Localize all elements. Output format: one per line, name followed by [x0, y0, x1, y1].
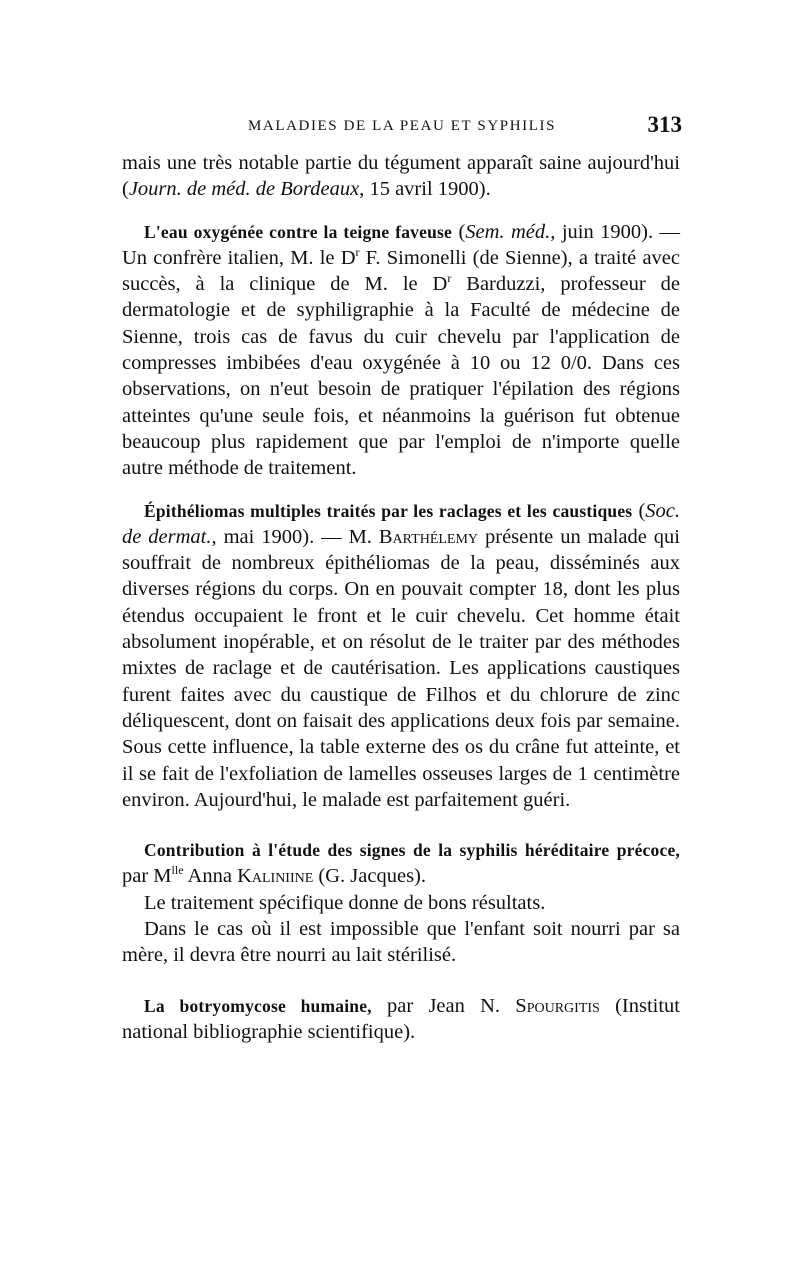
article-hereditary-syphilis: Contribution à l'étude des signes de la syphilis héréditaire précoce, par $M^{lle}$ Anna Kaliniine (G. Jacques). [122, 840, 680, 888]
running-head [122, 112, 682, 142]
article-heading: La botryomycose humaine, [144, 995, 372, 1016]
article-epitheliomas: Épithéliomas multiples traités par les raclages et les caustiques (Soc. de dermat., mai 1900). — M. Barthélemy présente un malade qui souffrait de nombreux épithéliomas de la peau, disséminés aux diverses régions du corps. On en pouvait compter 18, dont les plus étendus occupaient le front et le cuir chevelu. Cet homme était absolument inopérable, et on résolut de le traiter par des méthodes mixtes de raclage et de cautérisation. Les applications caustiques furent faites avec du caustique de Filhos et du chlorure de zinc déliquescent, dont on faisait des applications deux fois par semaine. Sous cette influence, la table externe des os du crâne fut atteinte, et il se fait de l'exfoliation de lamelles osseuses larges de 1 centimètre environ. Aujourd'hui, le malade est parfaitement guéri. [122, 499, 681, 811]
source-journal: Sem. méd. [465, 220, 551, 243]
paragraph-continuation: mais une très notable partie du tégument apparaît saine aujourd'hui (Journ. de méd. de Bordeaux, 15 avril 1900). [122, 152, 680, 201]
article-heading: Contribution à l'étude des signes de la syphilis héréditaire précoce, [144, 840, 680, 861]
author-name: Kaliniine [237, 865, 314, 888]
source-journal: Journ. de méd. de Bordeaux [128, 178, 360, 201]
author-name: Spourgitis [515, 994, 600, 1017]
article-heading: Épithéliomas multiples traités par les raclages et les caustiques [144, 500, 633, 521]
article-line: Dans le cas où il est impossible que l'enfant soit nourri par sa mère, il devra être nourri au lait stérilisé. [122, 918, 680, 967]
article-heading: L'eau oxygénée contre la teigne faveuse [144, 221, 453, 242]
body-text [122, 150, 680, 1045]
article-oxygenated-water: L'eau oxygénée contre la teigne faveuse (Sem. méd., juin 1900). — Un confrère italien, M. le $D^r$ F. Simonelli (de Sienne), a traité avec succès, à la clinique de M. le $D^r$ Barduzzi, professeur de dermatologie et de syphiligraphie à la Faculté de médecine de Sienne, trois cas de favus du cuir chevelu par l'application de compresses imbibées d'eau oxygénée à 10 ou 12 0/0. Dans ces observations, on n'eut besoin de pratiquer l'épilation des régions atteintes qu'une seule fois, et néanmoins la guérison fut obtenue beaucoup plus rapidement que par l'emploi de n'importe quelle autre méthode de traitement. [122, 220, 681, 480]
article-line: Le traitement spécifique donne de bons résultats. [144, 891, 546, 914]
page-number: 313 [647, 112, 682, 137]
article-botryomycosis: La botryomycose humaine, par Jean N. Spourgitis (Institut national bibliographie scientifique). [122, 994, 680, 1043]
running-title: MALADIES DE LA PEAU ET SYPHILIS [247, 118, 557, 134]
author-name: Barthélemy [378, 525, 479, 548]
source-journal: Soc. de dermat. [122, 499, 681, 548]
